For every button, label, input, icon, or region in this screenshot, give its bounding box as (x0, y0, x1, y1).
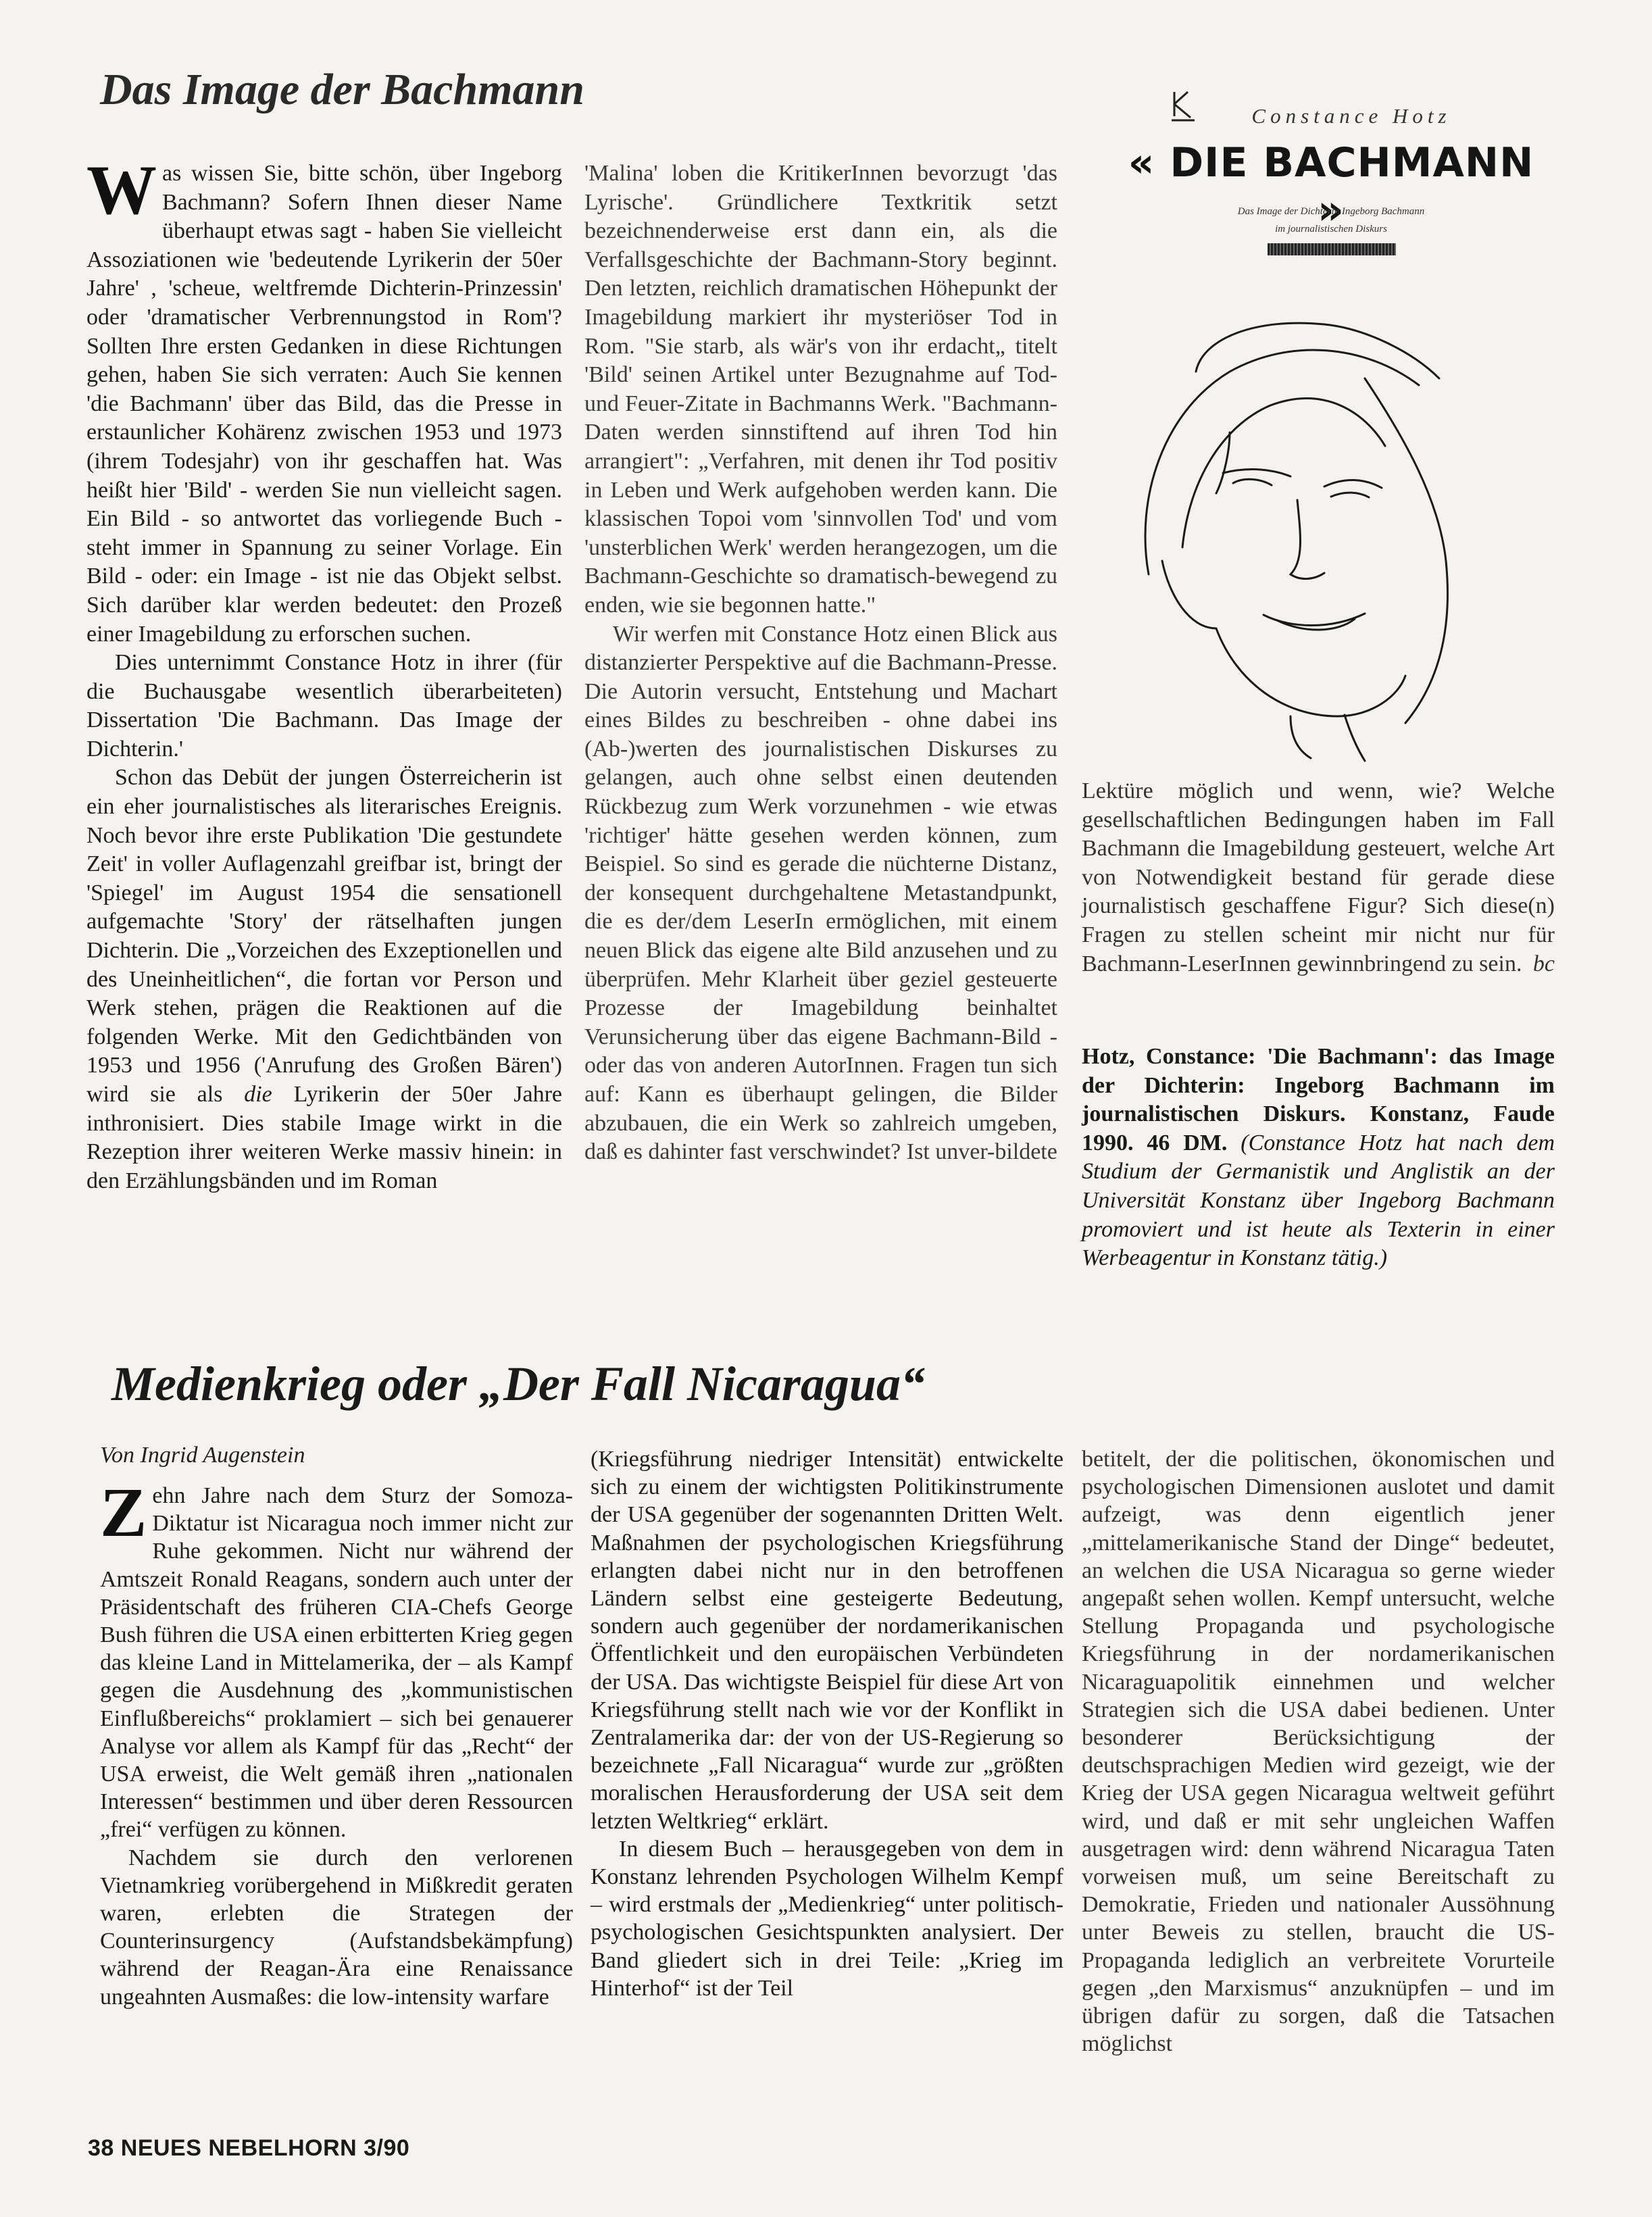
book-reference-author-note: (Constance Hotz hat nach dem Studium der Germanistik und Anglistik an der Universität Konstanz über Ingeborg Bachmann promoviert und ist heute als Texterin in einer Werbeagentur in Konstanz tätig.) (1082, 1130, 1555, 1271)
article1-paragraph-6: Lektüre möglich und wenn, wie? Welche gesellschaftlichen Bedingungen haben im Fall Bachmann die Imagebildung gesteuert, welche Art von Notwendigkeit bestand für gerade diese journalistisch geschaffene Figur? Sich diese(n) Fragen zu stellen scheint mir nicht nur für Bachmann-LeserInnen gewinnbringend zu sein. bc (1082, 777, 1555, 978)
article2-column-2 (591, 1445, 1063, 2002)
article1-column-1 (86, 151, 563, 1195)
article-title-bachmann: Das Image der Bachmann (100, 65, 584, 114)
cover-subtitle: Das Image der Dichterin Ingeborg Bachmann im journalistischen Diskurs (1237, 206, 1425, 234)
article2-paragraph-4: In diesem Buch – herausgegeben von dem in Konstanz lehrenden Psychologen Wilhelm Kempf – wird erstmals der „Medienkrieg“ unter politisch-psychologischen Gesichtspunkten analysiert. Der Band gliedert sich in drei Teile: „Krieg im Hinterhof“ ist der Teil (591, 1836, 1063, 2001)
article1-paragraph-5: Wir werfen mit Constance Hotz einen Blick aus distanzierter Perspektive auf die Bachmann-Presse. Die Autorin versucht, Entstehung und Machart eines Bildes zu beschreiben - ohne dabei ins (Ab-)werten des journalistischen Diskurses zu gelangen, auch ohne selbst einen deutenden Rückbezug zum Werk vorzunehmen - wie etwas 'richtiger' hätte gesehen werden können, zum Beispiel. So sind es gerade die nüchterne Distanz, der konsequent durchgehaltene Metastandpunkt, die es der/dem LeserIn ermöglichen, mit einem neuen Blick das eigene alte Bild anzusehen und zu überprüfen. Mehr Klarheit über geziel gesteuerte Prozesse der Imagebildung beinhaltet Verunsicherung über das eigene Bachmann-Bild - oder das von anderen AutorInnen. Fragen tun sich auf: Kann es überhaupt gelingen, die Bilder abzubauen, die ein Werk so zahlreich umgeben, daß es dahinter fast verschwindet? Ist unver-bildete (584, 621, 1057, 1165)
article1-column-3 (1082, 777, 1555, 978)
book-reference (1082, 1043, 1555, 1273)
book-cover (1122, 74, 1541, 764)
cover-title: « DIE BACHMANN » (1128, 139, 1534, 234)
drop-cap-z: Z (100, 1474, 147, 1551)
article1-paragraph-4: 'Malina' loben die KritikerInnen bevorzugt 'das Lyrische'. Gründlichere Textkritik setzt bezeichnenderweise erst dann ein, als die Verfallsgeschichte der Bachmann-Story beginnt. Den letzten, reichlich dramatischen Höhepunkt der Imagebildung markiert ihr mysteriöser Tod in Rom. "Sie starb, als wär's von ihr erdacht„ titelt 'Bild' seinen Artikel unter Bezugnahme auf Tod- und Feuer-Zitate in Bachmanns Werk. "Bachmann-Daten werden sinnstiftend auf ihren Tod hin arrangiert": „Verfahren, mit denen ihr Tod positiv in Leben und Werk aufgehoben werden kann. Die klassischen Topoi vom 'sinnvollen Tod' und vom 'unsterblichen Werk' werden herangezogen, um die Bachmann-Geschichte so dramatisch-bewegend zu enden, wie sie begonnen hatte." (584, 161, 1057, 618)
book-reference-citation: Hotz, Constance: 'Die Bachmann': das Image der Dichterin: Ingeborg Bachmann im journalistischen Diskurs. Konstanz, Faude 1990. 46 DM. (1082, 1044, 1555, 1155)
article2-paragraph-1: Zehn Jahre nach dem Sturz der Somoza-Diktatur ist Nicaragua noch immer nicht zur Ruhe gekommen. Nicht nur während der Amtszeit Ronald Reagans, sondern auch unter der Präsidentschaft des früheren CIA-Chefs George Bush führen die USA einen erbitterten Krieg gegen das kleine Land in Mittelamerika, der – als Kampf gegen die Ausdehnung des „kommunistischen Einflußbereichs“ proklamiert – sich bei genauerer Analyse vor allem als Kampf für das „Recht“ der USA erweist, die Welt gemäß ihren „nationalen Interessen“ bestimmen und über deren Ressourcen „frei“ verfügen zu können. (100, 1474, 573, 1843)
portrait-sketch-icon (1122, 277, 1541, 764)
page-footer: 38 NEUES NEBELHORN 3/90 (88, 2135, 410, 2161)
cover-author: Constance Hotz (1251, 104, 1451, 128)
article2-paragraph-3: (Kriegsführung niedriger Intensität) entwickelte sich zu einem der wichtigsten Politikinstrumente der USA gegenüber der sogenannten Dritten Welt. Maßnahmen der psychologischen Kriegsführung erlangten dabei nicht nur in den betroffenen Ländern selbst eine gesteigerte Bedeutung, sondern auch gegenüber der nordamerikanischen Öffentlichkeit und den europäischen Verbündeten der USA. Das wichtigste Beispiel für diese Art von Kriegsführung stellt nach wie vor der Konflikt in Zentralamerika dar: der von der US-Regierung so bezeichnete „Fall Nicaragua“ wurde zur „größten moralischen Herausforderung der USA seit dem letzten Weltkrieg“ erklärt. (591, 1447, 1063, 1834)
article2-byline: Von Ingrid Augenstein (100, 1443, 305, 1468)
author-signature: bc (1532, 951, 1555, 976)
article1-paragraph-3: Schon das Debüt der jungen Österreicherin ist ein eher journalistisches als literarisches Ereignis. Noch bevor ihre erste Publikation 'Die gestundete Zeit' in voller Auflagenzahl greifbar ist, bringt der 'Spiegel' im August 1954 die sensationell aufgemachte 'Story' der rätselhaften jungen Dichterin. Die „Vorzeichen des Exzeptionellen und des Uneinheitlichen“, die fortan vor Person und Werk stehen, prägen die Reaktionen auf die folgenden Werke. Mit den Gedichtbänden von 1953 und 1956 ('Anrufung des Großen Bären') wird sie als die Lyrikerin der 50er Jahre inthronisiert. Dies stabile Image wirkt in die Rezeption ihrer weiteren Werke massiv hinein: in den Erzählungsbänden und im Roman (86, 765, 563, 1193)
article2-column-3 (1082, 1445, 1555, 2058)
article1-column-2 (584, 159, 1057, 1167)
article2-column-1 (100, 1474, 573, 2011)
drop-cap-w: W (86, 151, 157, 229)
article1-paragraph-2: Dies unternimmt Constance Hotz in ihrer (für die Buchausgabe wesentlich überarbeiteten) Dissertation 'Die Bachmann. Das Image der Dichterin.' (86, 650, 562, 762)
article1-paragraph-1: Was wissen Sie, bitte schön, über Ingeborg Bachmann? Sofern Ihnen dieser Name überhaupt etwas sagt - haben Sie vielleicht Assoziationen wie 'bedeutende Lyrikerin der 50er Jahre' , 'scheue, weltfremde Dichterin-Prinzessin' oder 'dramatischer Verbrennungstod in Rom'? Sollten Ihre ersten Gedanken in diese Richtungen gehen, haben Sie sich verraten: Auch Sie kennen 'die Bachmann' über das Bild, das die Presse in erstaunlicher Kohärenz zwischen 1953 und 1973 (ihrem Todesjahr) von ihr geschaffen hat. Was heißt hier 'Bild' - werden Sie nun vielleicht sagen. Ein Bild - so antwortet das vorliegende Buch - steht immer in Spannung zu seiner Vorlage. Ein Bild - oder: ein Image - ist nie das Objekt selbst. Sich darüber klar werden bedeutet: den Prozeß einer Imagebildung zu erforschen suchen. (86, 151, 562, 647)
article-title-nicaragua: Medienkrieg oder „Der Fall Nicaragua“ (111, 1357, 925, 1411)
cover-barcode (1268, 243, 1396, 255)
article2-paragraph-5: betitelt, der die politischen, ökonomischen und psychologischen Dimensionen auslotet und damit aufzeigt, was denn eigentlich jener „mittelamerikanische Stand der Dinge“ bedeutet, an welchen die USA Nicaragua so gerne wieder angepaßt sehen wollen. Kempf untersucht, welche Stellung Propaganda und psychologische Kriegsführung in der nordamerikanischen Nicaraguapolitik einnehmen und welcher Strategien sich die USA dabei bedienen. Unter besonderer Berücksichtigung der deutschsprachigen Medien wird gezeigt, wie der Krieg der USA gegen Nicaragua weltweit geführt wird, und daß er mit sehr ungleichen Waffen ausgetragen wird: denn während Nicaragua Taten vorweisen muß, um seine Bereitschaft zu Demokratie, Frieden und nationaler Aussöhnung unter Beweis zu stellen, braucht die US-Propaganda lediglich an verbreitete Vorurteile gegen „den Marxismus“ anzuknüpfen – und im übrigen dafür zu sorgen, daß die Tatsachen möglichst (1082, 1447, 1555, 2057)
article2-paragraph-2: Nachdem sie durch den verlorenen Vietnamkrieg vorübergehend in Mißkredit geraten waren, erlebten die Strategen der Counterinsurgency (Aufstandsbekämpfung) während der Reagan-Ära eine Renaissance ungeahnten Ausmaßes: die low-intensity warfare (100, 1845, 573, 2010)
